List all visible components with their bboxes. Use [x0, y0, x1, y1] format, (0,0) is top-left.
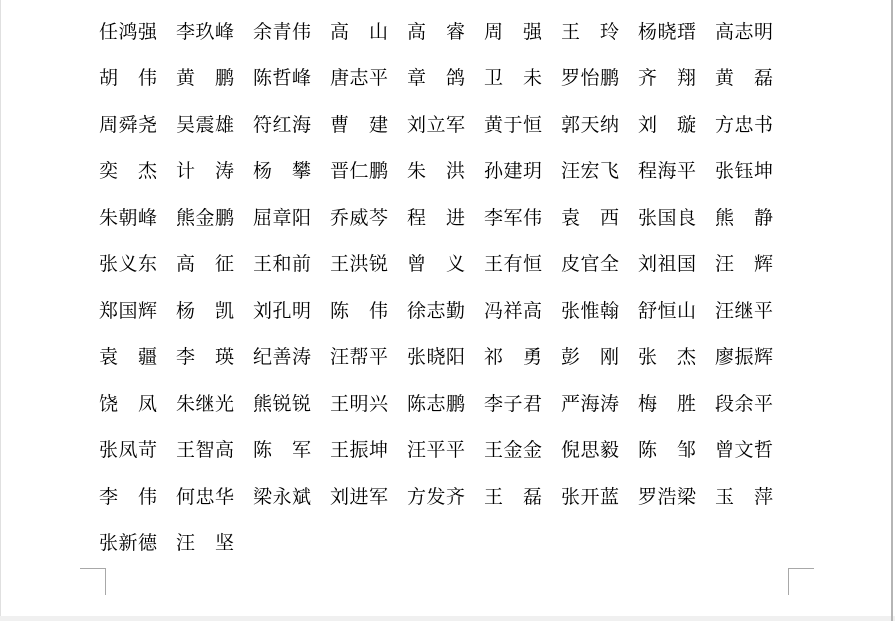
name-cell[interactable]: 梅胜 — [638, 392, 696, 415]
name-cell[interactable]: 倪思毅 — [561, 439, 619, 462]
name-cell[interactable]: 王金金 — [484, 439, 542, 462]
name-cell[interactable]: 乔威芩 — [330, 206, 388, 229]
name-cell[interactable]: 张义东 — [99, 253, 157, 276]
name-cell[interactable]: 高睿 — [407, 20, 465, 43]
name-cell[interactable]: 徐志勤 — [407, 299, 465, 322]
name-row — [99, 335, 792, 382]
name-cell[interactable]: 方发齐 — [407, 485, 465, 508]
name-cell[interactable]: 刘孔明 — [253, 299, 311, 322]
name-row — [99, 242, 792, 289]
name-cell[interactable]: 梁永斌 — [253, 485, 311, 508]
name-cell[interactable]: 胡伟 — [99, 67, 157, 90]
name-cell[interactable]: 王和前 — [253, 253, 311, 276]
name-cell[interactable]: 齐翔 — [638, 67, 696, 90]
name-cell[interactable]: 杨凯 — [176, 299, 234, 322]
name-cell[interactable]: 唐志平 — [330, 67, 388, 90]
name-cell[interactable]: 曹建 — [330, 113, 388, 136]
name-cell[interactable]: 张开蓝 — [561, 485, 619, 508]
name-cell[interactable]: 高志明 — [715, 20, 773, 43]
name-cell[interactable]: 曾文哲 — [715, 439, 773, 462]
name-cell[interactable]: 王磊 — [484, 485, 542, 508]
name-cell[interactable]: 何忠华 — [176, 485, 234, 508]
name-cell[interactable]: 李伟 — [99, 485, 157, 508]
name-cell[interactable]: 李瑛 — [176, 346, 234, 369]
name-row — [99, 381, 792, 428]
name-cell[interactable]: 李玖峰 — [176, 20, 234, 43]
bottom-right-crop-mark-vertical — [788, 568, 789, 595]
name-cell[interactable]: 张新德 — [99, 532, 157, 555]
name-row — [99, 102, 792, 149]
name-cell[interactable]: 孙建玥 — [484, 160, 542, 183]
name-cell[interactable]: 郭天纳 — [561, 113, 619, 136]
name-cell[interactable]: 王智高 — [176, 439, 234, 462]
name-cell[interactable]: 冯祥高 — [484, 299, 542, 322]
name-cell[interactable]: 杨攀 — [253, 160, 311, 183]
name-cell[interactable]: 计涛 — [176, 160, 234, 183]
name-cell[interactable]: 饶凤 — [99, 392, 157, 415]
name-cell[interactable]: 朱朝峰 — [99, 206, 157, 229]
name-cell[interactable]: 熊静 — [715, 206, 773, 229]
name-cell[interactable]: 陈邹 — [638, 439, 696, 462]
name-cell[interactable]: 李子君 — [484, 392, 542, 415]
outside-page-bottom-area — [0, 616, 895, 621]
name-cell[interactable]: 罗浩梁 — [638, 485, 696, 508]
name-cell[interactable]: 皮官全 — [561, 253, 619, 276]
name-cell[interactable]: 任鸿强 — [99, 20, 157, 43]
name-cell[interactable]: 王明兴 — [330, 392, 388, 415]
name-cell[interactable]: 周舜尧 — [99, 113, 157, 136]
name-row — [99, 474, 792, 521]
name-cell[interactable]: 晋仁鹏 — [330, 160, 388, 183]
name-cell[interactable]: 杨晓瑨 — [638, 20, 696, 43]
name-cell[interactable]: 廖振辉 — [715, 346, 773, 369]
name-cell[interactable]: 陈志鹏 — [407, 392, 465, 415]
name-cell[interactable]: 刘进军 — [330, 485, 388, 508]
name-cell[interactable]: 王振坤 — [330, 439, 388, 462]
name-row — [99, 428, 792, 475]
page-left-edge-shadow — [0, 0, 1, 616]
name-cell[interactable]: 陈哲峰 — [253, 67, 311, 90]
name-cell[interactable]: 高征 — [176, 253, 234, 276]
name-cell[interactable]: 王有恒 — [484, 253, 542, 276]
name-cell[interactable]: 李军伟 — [484, 206, 542, 229]
name-cell[interactable]: 朱洪 — [407, 160, 465, 183]
name-cell[interactable]: 程海平 — [638, 160, 696, 183]
name-cell[interactable]: 张国良 — [638, 206, 696, 229]
name-cell[interactable]: 刘立军 — [407, 113, 465, 136]
name-cell[interactable]: 高山 — [330, 20, 388, 43]
bottom-left-crop-mark-vertical — [105, 568, 106, 595]
name-cell[interactable]: 张惟翰 — [561, 299, 619, 322]
name-cell[interactable]: 周强 — [484, 20, 542, 43]
name-cell[interactable]: 卫未 — [484, 67, 542, 90]
name-cell[interactable]: 黄鹏 — [176, 67, 234, 90]
name-cell[interactable]: 方忠书 — [715, 113, 773, 136]
name-cell[interactable]: 章鸽 — [407, 67, 465, 90]
name-cell[interactable]: 张杰 — [638, 346, 696, 369]
name-cell[interactable]: 舒恒山 — [638, 299, 696, 322]
name-cell[interactable]: 严海涛 — [561, 392, 619, 415]
name-row — [99, 149, 792, 196]
name-cell[interactable]: 黄磊 — [715, 67, 773, 90]
name-cell[interactable]: 郑国辉 — [99, 299, 157, 322]
name-cell[interactable]: 彭刚 — [561, 346, 619, 369]
name-cell[interactable]: 罗怡鹏 — [561, 67, 619, 90]
name-cell[interactable]: 纪善涛 — [253, 346, 311, 369]
name-cell[interactable]: 汪辉 — [715, 253, 773, 276]
name-row — [99, 195, 792, 242]
name-cell[interactable]: 汪坚 — [176, 532, 234, 555]
name-cell[interactable]: 曾义 — [407, 253, 465, 276]
name-cell[interactable]: 汪平平 — [407, 439, 465, 462]
name-cell[interactable]: 朱继光 — [176, 392, 234, 415]
name-cell[interactable]: 段余平 — [715, 392, 773, 415]
name-cell[interactable]: 熊金鹏 — [176, 206, 234, 229]
name-cell[interactable]: 屈章阳 — [253, 206, 311, 229]
page-right-edge-shadow — [891, 0, 893, 621]
name-cell[interactable]: 陈军 — [253, 439, 311, 462]
name-row — [99, 9, 792, 56]
name-cell[interactable]: 刘祖国 — [638, 253, 696, 276]
name-cell[interactable]: 祁勇 — [484, 346, 542, 369]
name-cell[interactable]: 符红海 — [253, 113, 311, 136]
name-cell[interactable]: 张钰坤 — [715, 160, 773, 183]
name-cell[interactable]: 奕杰 — [99, 160, 157, 183]
name-cell[interactable]: 程进 — [407, 206, 465, 229]
name-cell[interactable]: 陈伟 — [330, 299, 388, 322]
bottom-right-crop-mark-horizontal — [788, 568, 814, 569]
name-cell[interactable]: 汪继平 — [715, 299, 773, 322]
name-cell[interactable]: 刘璇 — [638, 113, 696, 136]
name-cell[interactable]: 汪帮平 — [330, 346, 388, 369]
name-cell[interactable]: 吴震雄 — [176, 113, 234, 136]
bottom-left-crop-mark-horizontal — [80, 568, 106, 569]
name-cell[interactable]: 袁西 — [561, 206, 619, 229]
name-cell[interactable]: 张凤苛 — [99, 439, 157, 462]
name-row — [99, 56, 792, 103]
name-cell[interactable]: 汪宏飞 — [561, 160, 619, 183]
name-cell[interactable]: 王玲 — [561, 20, 619, 43]
name-cell[interactable]: 余青伟 — [253, 20, 311, 43]
name-cell[interactable]: 张晓阳 — [407, 346, 465, 369]
name-row — [99, 521, 792, 568]
name-cell[interactable]: 熊锐锐 — [253, 392, 311, 415]
name-cell[interactable]: 王洪锐 — [330, 253, 388, 276]
name-cell[interactable]: 玉萍 — [715, 485, 773, 508]
name-cell[interactable]: 袁疆 — [99, 346, 157, 369]
name-cell[interactable]: 黄于恒 — [484, 113, 542, 136]
name-row — [99, 288, 792, 335]
name-grid — [99, 9, 792, 567]
